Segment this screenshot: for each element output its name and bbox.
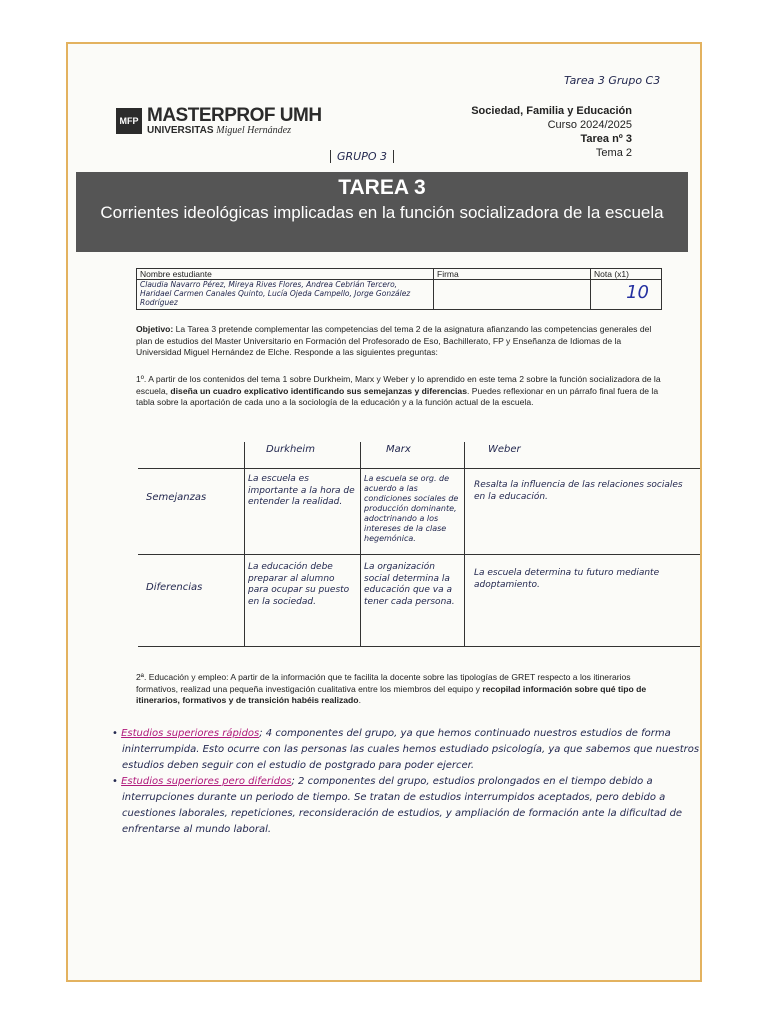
grade-cell (591, 280, 662, 310)
header-durkheim: Durkheim (266, 444, 315, 455)
task-number: Tarea nº 3 (580, 133, 632, 145)
student-table (136, 268, 662, 310)
answer-item-2-text: ; 2 componentes del grupo, estudios prolongados en el tiempo debido a interrupciones durante un periodo de tiempo. Se tratan de estudios interrumpidos aceptados, pero debido a cuestiones laborales, repeticiones, reconsideración de estudios, y ampliación de formación ante la dificultad de enfrentarse al mundo laboral. (122, 776, 683, 835)
signature-cell (434, 280, 591, 310)
signature-header: Firma (434, 269, 591, 280)
answer-item-2: • Estudios superiores pero diferidos; 2 componentes del grupo, estudios prolongados en el tiempo debido a interrupciones durante un periodo de tiempo. Se tratan de estudios interrumpidos aceptados, pero debido a cuestiones laborales, repeticiones, reconsideración de estudios, y ampliación de formación ante la dificultad de enfrentarse al mundo laboral. (112, 776, 683, 835)
question-1-instruction: diseña un cuadro explicativo identificando sus semejanzas y diferencias (170, 385, 467, 396)
header-weber: Weber (488, 444, 521, 455)
table-line (138, 554, 702, 555)
row-label-diferencias: Diferencias (146, 582, 203, 593)
group-label: GRUPO 3 (330, 150, 394, 163)
objective-paragraph (136, 324, 668, 359)
answer-item-2-label: Estudios superiores pero diferidos (121, 776, 292, 787)
topic-number: Tema 2 (595, 147, 632, 159)
question-1: 1º. A partir de los contenidos del tema 1 sobre Durkheim, Marx y Weber y lo aprendido en este tema 2 sobre la función socializadora de la escuela, diseña un cuadro explicativo identificando sus semejanzas y diferencias. Puedes reflexionar en un párrafo final fuera de la tabla sobre la aportación de cada uno a la sociología de la educación y a la función actual de la escuela. (136, 374, 661, 407)
banner-title: TAREA 3 (338, 176, 426, 199)
objective-label: Objetivo: (136, 324, 174, 334)
answer-item-1-label: Estudios superiores rápidos (121, 728, 260, 739)
logo-subtitle: UNIVERSITAS Miguel Hernández (147, 125, 291, 136)
table-line (244, 442, 245, 646)
answer-item-1: • Estudios superiores rápidos; 4 componentes del grupo, ya que hemos continuado nuestros estudios de forma ininterrumpida. Esto ocurre con las personas las cuales hemos estudiado psicología, ya que sabemos que nuestros estudios deben seguir con el estudio de postgrado para poder ejercer. (112, 728, 700, 771)
table-line (138, 646, 702, 647)
title-banner (76, 172, 688, 252)
course-info (471, 104, 632, 160)
banner-subtitle: Corrientes ideológicas implicadas en la función socializadora de la escuela (100, 203, 664, 222)
table-line (138, 468, 702, 469)
cell-semejanzas-durkheim: La escuela es importante a la hora de entender la realidad. (248, 474, 355, 507)
question-2: 2ª. Educación y empleo: A partir de la información que te facilita la docente sobre las tipologías de GRET respecto a los itinerarios formativos, realizad una pequeña investigación cualitativa entre los miembros del equipo y recopilad información sobre qué tipo de itinerarios, formativos y de transición habéis realizado. (136, 672, 647, 705)
university-logo (116, 106, 322, 136)
logo-mark-icon: MFP (116, 108, 142, 134)
header-marx: Marx (386, 444, 411, 455)
subject-title: Sociedad, Familia y Educación (471, 105, 632, 117)
cell-semejanzas-weber: Resalta la influencia de las relaciones sociales en la educación. (474, 480, 683, 502)
cell-semejanzas-marx: La escuela se org. de acuerdo a las condiciones sociales de producción dominante, adoctrinando a los intereses de la clase hegemónica. (364, 474, 459, 543)
answer-item-1-text: ; 4 componentes del grupo, ya que hemos continuado nuestros estudios de forma ininterrumpida. Esto ocurre con las personas las cuales hemos estudiado psicología, ya que sabemos que nuestros estudios deben seguir con el estudio de postgrado para poder ejercer. (122, 728, 700, 771)
cell-diferencias-durkheim: La educación debe preparar al alumno para ocupar su puesto en la sociedad. (248, 562, 350, 607)
question-2-instruction: recopilad información sobre qué tipo de itinerarios, formativos y de transición habéis realizado (136, 683, 647, 705)
cell-diferencias-marx: La organización social determina la educación que va a tener cada persona. (364, 562, 455, 607)
grade-header: Nota (x1) (591, 269, 662, 280)
document-page (66, 42, 702, 982)
grade-value: 10 (626, 282, 649, 303)
table-line (360, 442, 361, 646)
course-year: Curso 2024/2025 (547, 119, 632, 131)
objective-text: La Tarea 3 pretende complementar las competencias del tema 2 de la asignatura afianzando las competencias generales del plan de estudios del Master Universitario en Formación del Profesorado de Eso, Bachillerato, FP y Enseñanza de Idiomas de la Universidad Miguel Hernández de Elche. Responde a las siguientes preguntas: (136, 324, 652, 357)
handwritten-answer (112, 726, 700, 838)
row-label-semejanzas: Semejanzas (146, 492, 207, 503)
student-names: Claudia Navarro Pérez, Mireya Rives Flores, Andrea Cebrián Tercero, Haridael Carmen Canales Quinto, Lucía Ojeda Campello, Jorge González Rodríguez (137, 280, 434, 310)
logo-name: MASTERPROF UMH (147, 105, 322, 126)
cell-diferencias-weber: La escuela determina tu futuro mediante adoptamiento. (474, 568, 660, 590)
table-line (464, 442, 465, 646)
handwritten-group-tag: Tarea 3 Grupo C3 (564, 74, 661, 87)
comparison-table (138, 432, 702, 652)
student-name-header: Nombre estudiante (137, 269, 434, 280)
